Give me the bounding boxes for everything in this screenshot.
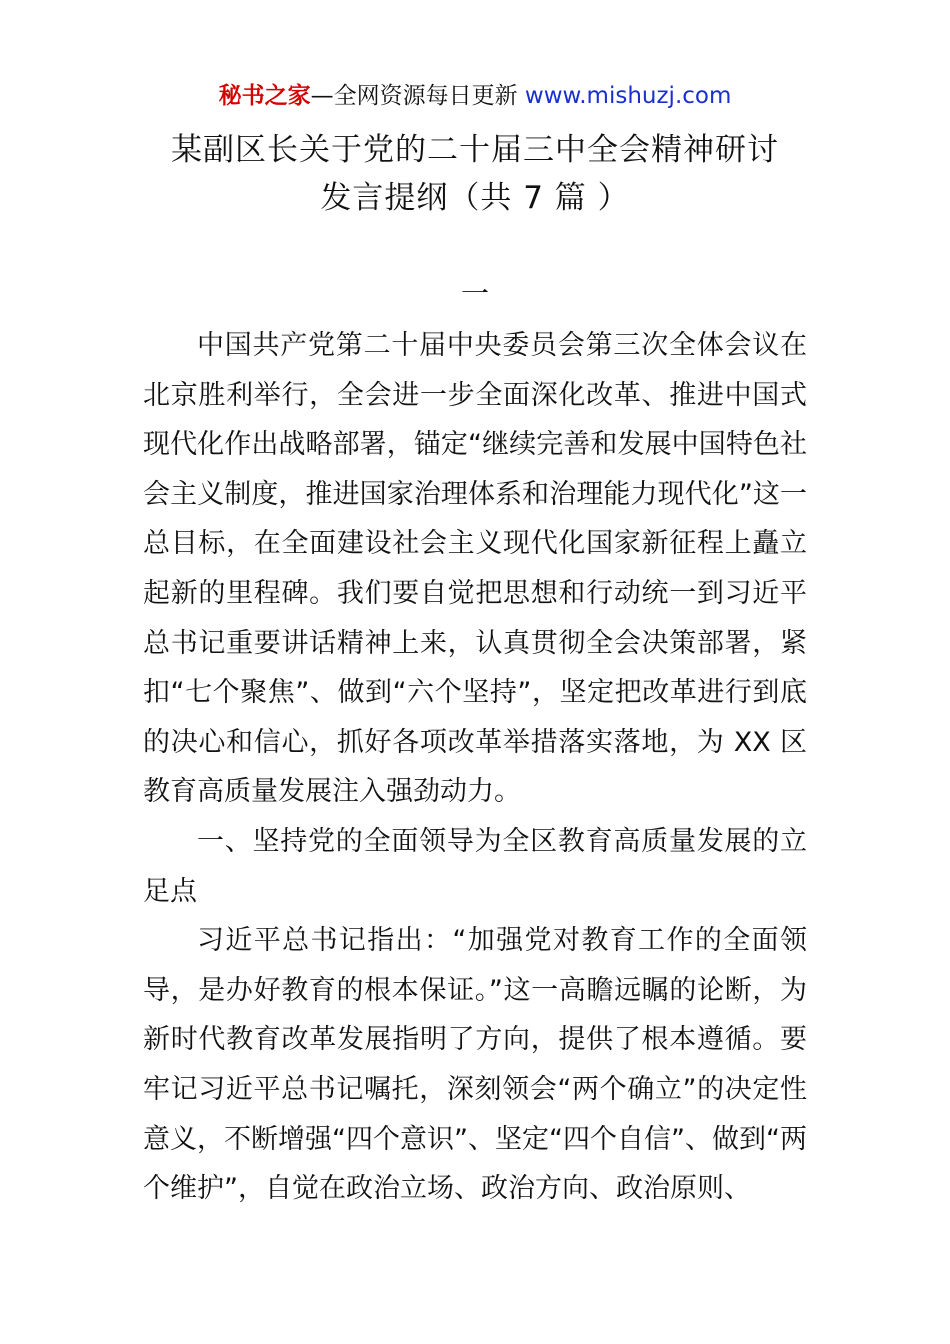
document-body: [143, 321, 807, 1214]
brand-name: 秘书之家: [218, 83, 311, 109]
title-line-2: 发言提纲（共 7 篇 ）: [320, 180, 630, 216]
header-tagline: —全网资源每日更新: [310, 83, 518, 109]
section-number: 一: [460, 277, 489, 310]
body-paragraph: 中国共产党第二十届中央委员会第三次全体会议在北京胜利举行，全会进一步全面深化改革、推进中国式现代化作出战略部署，锚定“继续完善和发展中国特色社会主义制度，推进国家治理体系和治理能力现代化”这一总目标，在全面建设社会主义现代化国家新征程上矗立起新的里程碑。我们要自觉把思想和行动统一到习近平总书记重要讲话精神上来，认真贯彻全会决策部署，紧扣“七个聚焦”、做到“六个坚持”，坚定把改革进行到底的决心和信心，抓好各项改革举措落实落地，为 XX 区教育高质量发展注入强劲动力。: [143, 330, 807, 808]
body-paragraph: 习近平总书记指出：“加强党对教育工作的全面领导，是办好教育的根本保证。”这一高瞻远瞩的论断，为新时代教育改革发展指明了方向，提供了根本遵循。要牢记习近平总书记嘱托，深刻领会“两个确立”的决定性意义，不断增强“四个意识”、坚定“四个自信”、做到“两个维护”，自觉在政治立场、政治方向、政治原则、: [143, 925, 807, 1205]
document-title: [0, 126, 950, 222]
section-heading: 一、坚持党的全面领导为全区教育高质量发展的立足点: [143, 825, 807, 907]
site-header-banner: [0, 78, 950, 114]
site-url-link[interactable]: www.mishuzj.com: [524, 83, 732, 109]
title-line-1: 某副区长关于党的二十届三中全会精神研讨: [171, 132, 779, 168]
